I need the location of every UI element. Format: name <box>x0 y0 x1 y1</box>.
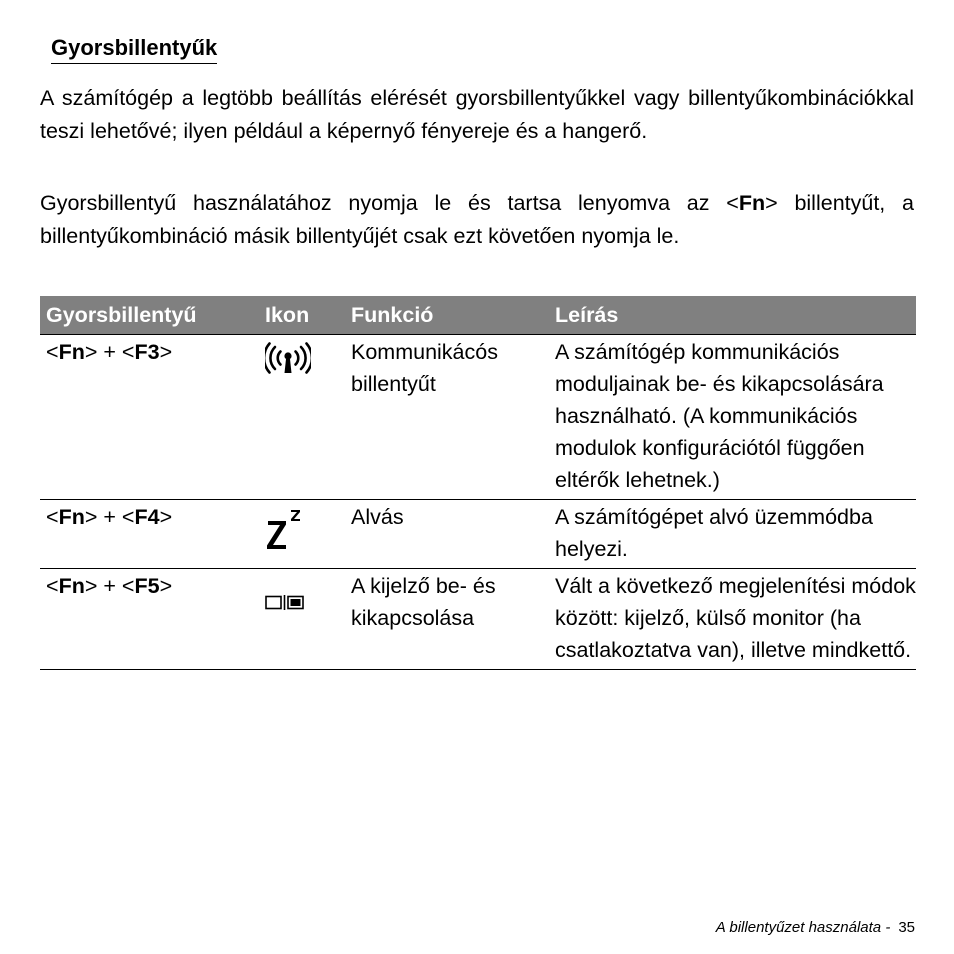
icon-cell <box>259 569 345 670</box>
icon-cell <box>259 500 345 569</box>
wireless-icon <box>265 342 311 385</box>
table-row <box>40 500 916 569</box>
description-cell: A számítógépet alvó üzemmódba helyezi. <box>549 500 916 569</box>
mod-key: Fn <box>58 340 85 364</box>
description-cell: Vált a következő megjelenítési módok között: kijelző, külső monitor (ha csatlakoztatva van), illetve mindkettő. <box>549 569 916 670</box>
table-header-row <box>40 296 916 335</box>
header-icon: Ikon <box>259 296 345 335</box>
hotkey-table <box>40 296 916 670</box>
header-description: Leírás <box>549 296 916 335</box>
table-row <box>40 335 916 500</box>
intro-paragraph-1: A számítógép a legtöbb beállítás elérését gyorsbillentyűkkel vagy billentyűkombinációkkal teszi lehetővé; ilyen például a képernyő fényereje és a hangerő. <box>40 86 914 143</box>
section-heading: Gyorsbillentyűk <box>51 34 217 64</box>
table-row <box>40 569 916 670</box>
page-footer <box>716 918 915 938</box>
mod-key: Fn <box>58 505 85 529</box>
footer-title: A billentyűzet használata - <box>715 919 891 936</box>
sleep-icon <box>265 507 305 562</box>
function-cell: Alvás <box>345 500 549 569</box>
page-number: 35 <box>898 919 915 936</box>
icon-cell <box>259 335 345 500</box>
hotkey-cell: <Fn> + <F3> <box>40 335 259 500</box>
header-hotkey: Gyorsbillentyű <box>40 296 259 335</box>
intro-text-after: > billentyűt, a billentyűkombináció másik billentyűjét csak ezt követően nyomja le. <box>40 191 915 248</box>
function-cell: Kommunikácós billentyűt <box>345 335 549 500</box>
function-cell: A kijelző be- és kikapcsolása <box>345 569 549 670</box>
fn-key: F3 <box>134 340 160 364</box>
fn-key: F4 <box>134 505 160 529</box>
fn-key-label: Fn <box>738 191 766 215</box>
intro-text-before: Gyorsbillentyű használatához nyomja le és tartsa lenyomva az < <box>40 191 739 215</box>
hotkey-cell: <Fn> + <F5> <box>40 569 259 670</box>
header-function: Funkció <box>345 296 549 335</box>
intro-paragraph-2 <box>40 187 914 253</box>
fn-key: F5 <box>134 574 160 598</box>
display-toggle-icon <box>265 588 307 620</box>
hotkey-cell: <Fn> + <F4> <box>40 500 259 569</box>
description-cell: A számítógép kommunikációs moduljainak be- és kikapcsolására használható. (A kommunikációs modulok konfigurációtól függően eltérők lehetnek.) <box>549 335 916 500</box>
mod-key: Fn <box>58 574 85 598</box>
